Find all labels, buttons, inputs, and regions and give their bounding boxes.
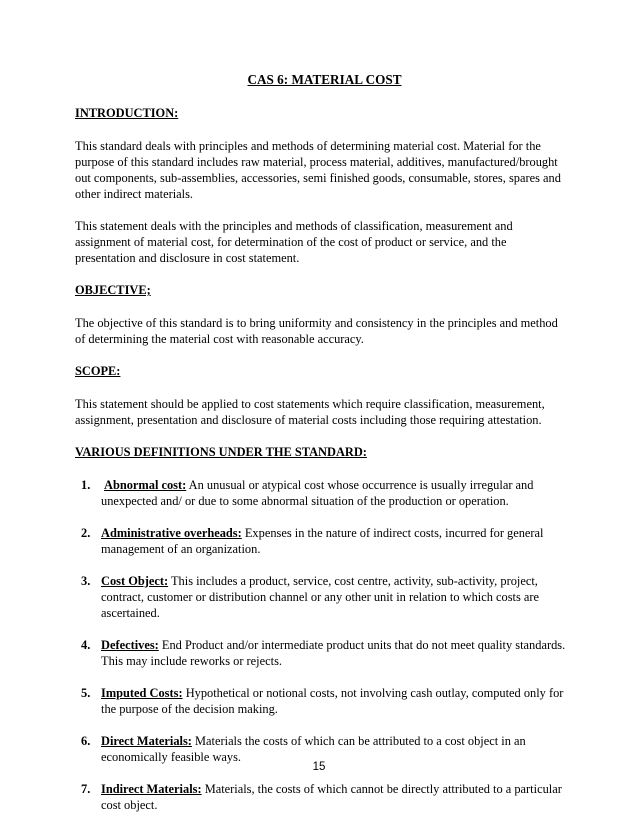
introduction-heading: INTRODUCTION:: [75, 106, 179, 120]
scope-paragraph: This statement should be applied to cost statements which require classification, measurement, assignment, presentation and disclosure of material costs including those requiring attestation.: [75, 397, 545, 427]
introduction-paragraph-1: This standard deals with principles and methods of determining material cost. Material for the purpose of this standard includes raw material, process material, additives, manufactured/brought out components, sub-assemblies, accessories, semi finished goods, consumable, stores, spares and other indirect materials.: [75, 139, 561, 201]
definition-text: Materials the costs of which can be attributed to a cost object in an economically feasible ways.: [101, 734, 526, 764]
definition-term: Administrative overheads:: [101, 526, 242, 540]
definition-text: End Product and/or intermediate product units that do not meet quality standards. This may include reworks or rejects.: [101, 638, 566, 668]
objective-heading: OBJECTIVE;: [75, 283, 151, 297]
definition-item: [75, 781, 570, 813]
definition-number: 3.: [81, 574, 91, 588]
definition-term: Direct Materials:: [101, 734, 192, 748]
definition-number: 5.: [81, 686, 91, 700]
definition-number: 1.: [81, 478, 91, 492]
definition-text: An unusual or atypical cost whose occurrence is usually irregular and unexpected and/ or due to some abnormal situation of the production or operation.: [101, 478, 534, 508]
definition-term: Imputed Costs:: [101, 686, 183, 700]
page-number: 15: [312, 761, 326, 773]
document-title: CAS 6: MATERIAL COST: [247, 72, 402, 87]
definition-number: 2.: [81, 526, 91, 540]
objective-paragraph: The objective of this standard is to bring uniformity and consistency in the principles and method of determining the material cost with reasonable accuracy.: [75, 316, 558, 346]
definition-term: Indirect Materials:: [101, 782, 202, 796]
definition-item: [75, 573, 570, 621]
definition-number: 6.: [81, 734, 91, 748]
definition-text: This includes a product, service, cost centre, activity, sub-activity, project, contract, customer or distribution channel or any other unit in relation to which costs are ascertained.: [101, 574, 540, 620]
definitions-heading: VARIOUS DEFINITIONS UNDER THE STANDARD:: [75, 445, 367, 459]
definition-term: Defectives:: [101, 638, 159, 652]
definition-text: Hypothetical or notional costs, not involving cash outlay, computed only for the purpose of the decision making.: [101, 686, 564, 716]
definition-item: [75, 637, 570, 669]
definition-text: Expenses in the nature of indirect costs, incurred for general management of an organization.: [101, 526, 544, 556]
definition-item: [75, 525, 570, 557]
definition-number: 4.: [81, 638, 91, 652]
page-content: [75, 72, 570, 828]
scope-heading: SCOPE:: [75, 364, 121, 378]
definition-item: [75, 477, 570, 509]
definition-number: 7.: [81, 782, 91, 796]
definition-term: Abnormal cost:: [104, 478, 187, 492]
definition-item: [75, 685, 570, 717]
definition-text: Materials, the costs of which cannot be directly attributed to a particular cost object.: [101, 782, 562, 812]
introduction-paragraph-2: This statement deals with the principles and methods of classification, measurement and assignment of material cost, for determination of the cost of product or service, and the presentation and disclosure in cost statement.: [75, 219, 513, 265]
definition-term: Cost Object:: [101, 574, 169, 588]
